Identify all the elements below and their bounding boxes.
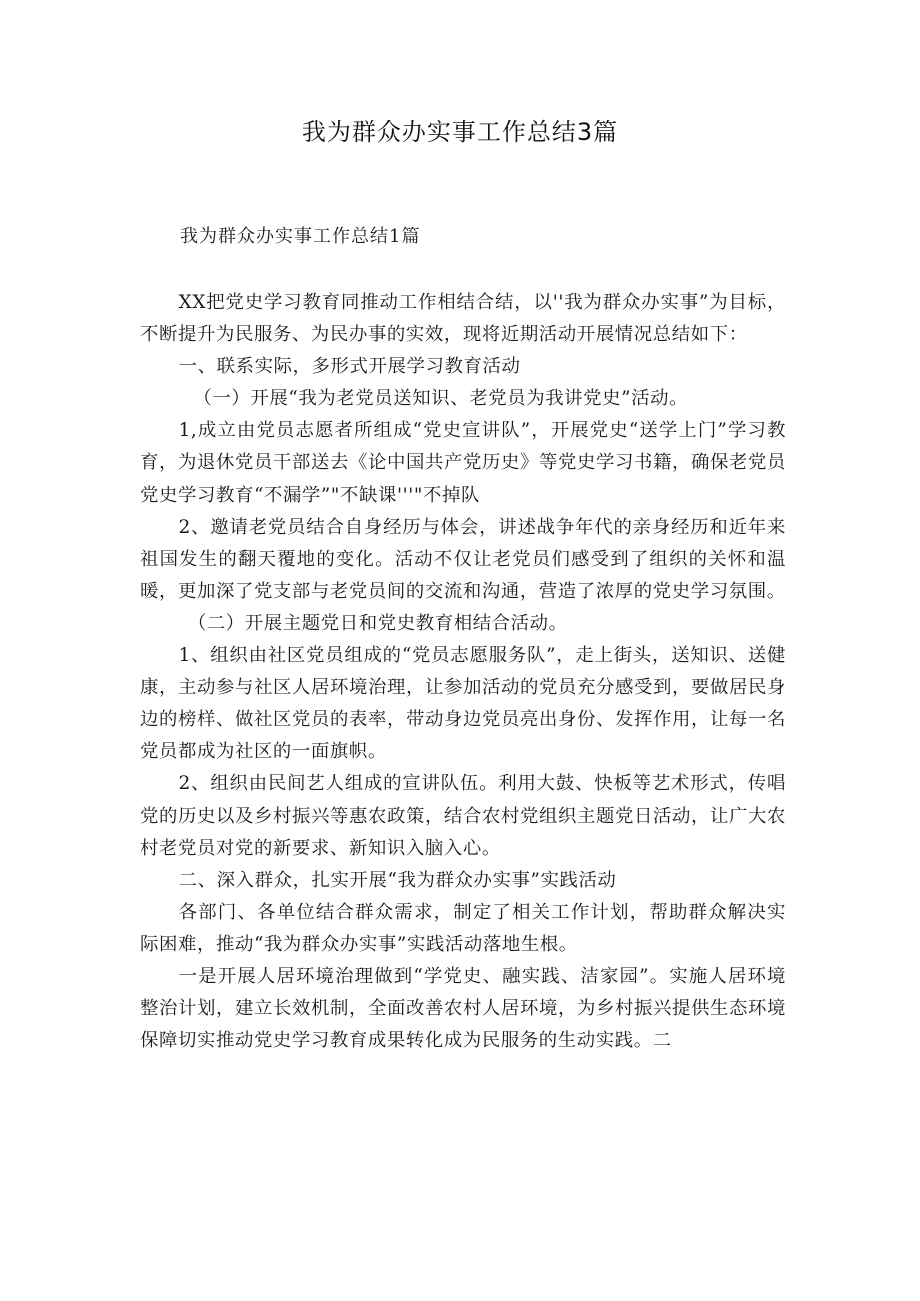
paragraph-2-1: 一是开展人居环境治理做到“学党史、融实践、洁家园”。实施人居环境整治计划，建立长效机制，全面改善农村人居环境，为乡村振兴提供生态环境保障切实推动党史学习教育成果转化成为民服务的生动实践。二	[140, 965, 786, 1052]
document-body	[140, 287, 786, 1057]
paragraph-1-1-2: 2、邀请老党员结合自身经历与体会，讲述战争年代的亲身经历和近年来祖国发生的翻天覆地的变化。活动不仅让老党员们感受到了组织的关怀和温暖，更加深了党支部与老党员间的交流和沟通，营造了浓厚的党史学习氛围。	[140, 516, 786, 602]
paragraph-1-2-1: 1、组织由社区党员组成的“党员志愿服务队”，走上街头，送知识、送健康，主动参与社区人居环境治理，让参加活动的党员充分感受到，要做居民身边的榜样、做社区党员的表率，带动身边党员亮出身份、发挥作用，让每一名党员都成为社区的一面旗帜。	[140, 645, 786, 763]
paragraph-1-2-2: 2、组织由民间艺人组成的宣讲队伍。利用大鼓、快板等艺术形式，传唱党的历史以及乡村振兴等惠农政策，结合农村党组织主题党日活动，让广大农村老党员对党的新要求、新知识入脑入心。	[140, 773, 786, 859]
section-subtitle: 我为群众办实事工作总结1篇	[180, 226, 421, 247]
paragraph-intro: XX把党史学习教育同推动工作相结合结，以''我为群众办实事”为目标，不断提升为民服务、为民办事的实效，现将近期活动开展情况总结如下：	[140, 292, 786, 346]
heading-section-2: 二、深入群众，扎实开展“我为群众办实事”实践活动	[178, 869, 617, 891]
subheading-1-2: （二）开展主题党日和党史教育相结合活动。	[187, 612, 568, 634]
paragraph-1-1-1: 1,成立由党员志愿者所组成“党史宣讲队”，开展党史“送学上门”学习教育，为退休党员干部送去《论中国共产党历史》等党史学习书籍，确保老党员党史学习教育“不漏学”"不缺课'''"不掉队	[140, 420, 786, 506]
heading-section-1: 一、联系实际，多形式开展学习教育活动	[178, 356, 521, 378]
page-title: 我为群众办实事工作总结3篇	[301, 118, 619, 146]
paragraph-2-intro: 各部门、各单位结合群众需求，制定了相关工作计划，帮助群众解决实际困难，推动“我为群众办实事”实践活动落地生根。	[140, 901, 786, 955]
subheading-1-1: （一）开展“我为老党员送知识、老党员为我讲党史”活动。	[193, 388, 689, 410]
